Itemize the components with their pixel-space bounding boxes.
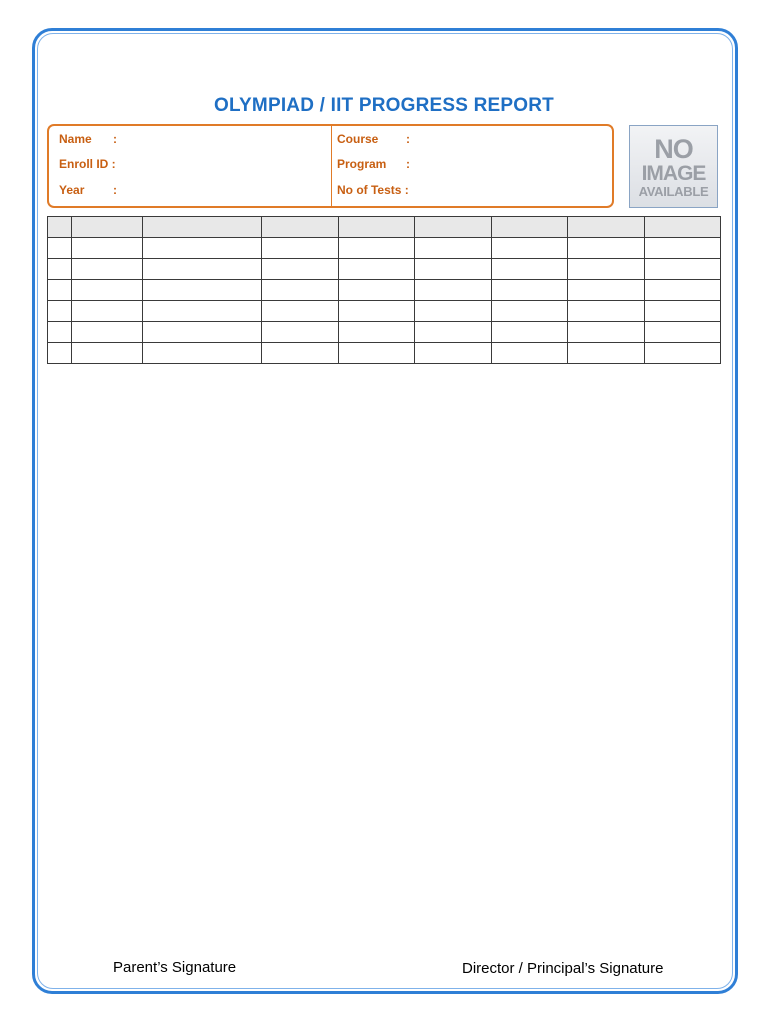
table-cell: [645, 280, 721, 301]
table-cell: [645, 259, 721, 280]
table-cell: [339, 280, 415, 301]
name-colon: :: [113, 132, 117, 146]
table-cell: [72, 280, 143, 301]
table-cell: [339, 322, 415, 343]
table-cell: [645, 238, 721, 259]
table-cell: [48, 259, 72, 280]
info-divider: [331, 126, 332, 206]
course-label: Course: [337, 132, 379, 146]
table-cell: [72, 238, 143, 259]
table-cell: [72, 259, 143, 280]
table-cell: [568, 259, 645, 280]
table-cell: [415, 343, 492, 364]
parent-signature-label: Parent’s Signature: [113, 959, 237, 976]
table-cell: [262, 238, 339, 259]
photo-placeholder-line2: IMAGE: [641, 161, 706, 185]
table-cell: [645, 301, 721, 322]
table-cell: [262, 280, 339, 301]
table-row: [48, 343, 721, 364]
table-cell: [143, 343, 262, 364]
table-cell: [143, 238, 262, 259]
table-header-cell: [645, 217, 721, 238]
table-row: [48, 238, 721, 259]
student-info-box: [47, 124, 614, 208]
table-cell: [492, 301, 568, 322]
progress-table-body: [48, 217, 721, 364]
year-label: Year: [59, 183, 85, 197]
table-cell: [48, 238, 72, 259]
table-cell: [568, 301, 645, 322]
table-cell: [72, 343, 143, 364]
table-cell: [262, 322, 339, 343]
photo-placeholder-line3: AVAILABLE: [638, 183, 709, 199]
table-cell: [415, 280, 492, 301]
report-title: OLYMPIAD / IIT PROGRESS REPORT: [214, 95, 554, 116]
table-header-cell: [48, 217, 72, 238]
table-header-cell: [415, 217, 492, 238]
no-of-tests-label: No of Tests :: [337, 183, 409, 197]
table-row: [48, 280, 721, 301]
table-header-cell: [568, 217, 645, 238]
table-header-cell: [339, 217, 415, 238]
table-cell: [339, 259, 415, 280]
course-colon: :: [406, 132, 410, 146]
enroll-id-label: Enroll ID :: [59, 157, 116, 171]
table-cell: [415, 301, 492, 322]
table-cell: [48, 343, 72, 364]
table-cell: [492, 238, 568, 259]
table-header-cell: [72, 217, 143, 238]
table-cell: [262, 301, 339, 322]
program-label: Program: [337, 157, 387, 171]
table-cell: [415, 238, 492, 259]
year-colon: :: [113, 183, 117, 197]
table-cell: [72, 322, 143, 343]
table-cell: [568, 322, 645, 343]
table-cell: [339, 238, 415, 259]
table-cell: [645, 322, 721, 343]
table-cell: [262, 259, 339, 280]
table-cell: [143, 322, 262, 343]
table-cell: [72, 301, 143, 322]
table-cell: [645, 343, 721, 364]
table-header-cell: [143, 217, 262, 238]
table-cell: [143, 280, 262, 301]
table-header-row: [48, 217, 721, 238]
table-cell: [143, 301, 262, 322]
table-cell: [339, 343, 415, 364]
photo-placeholder-line1: NO: [654, 133, 693, 164]
table-cell: [492, 259, 568, 280]
table-header-cell: [262, 217, 339, 238]
table-cell: [48, 322, 72, 343]
student-photo-placeholder: [629, 125, 718, 208]
program-colon: :: [406, 157, 410, 171]
table-cell: [143, 259, 262, 280]
table-cell: [568, 238, 645, 259]
name-label: Name: [59, 132, 92, 146]
table-cell: [568, 343, 645, 364]
table-cell: [492, 322, 568, 343]
table-row: [48, 322, 721, 343]
table-cell: [48, 280, 72, 301]
table-cell: [339, 301, 415, 322]
table-cell: [48, 301, 72, 322]
table-cell: [415, 259, 492, 280]
table-cell: [415, 322, 492, 343]
director-signature-label: Director / Principal’s Signature: [462, 960, 664, 977]
table-cell: [492, 280, 568, 301]
table-header-cell: [492, 217, 568, 238]
table-cell: [492, 343, 568, 364]
table-row: [48, 301, 721, 322]
table-cell: [262, 343, 339, 364]
progress-table: [47, 216, 721, 364]
table-row: [48, 259, 721, 280]
table-cell: [568, 280, 645, 301]
